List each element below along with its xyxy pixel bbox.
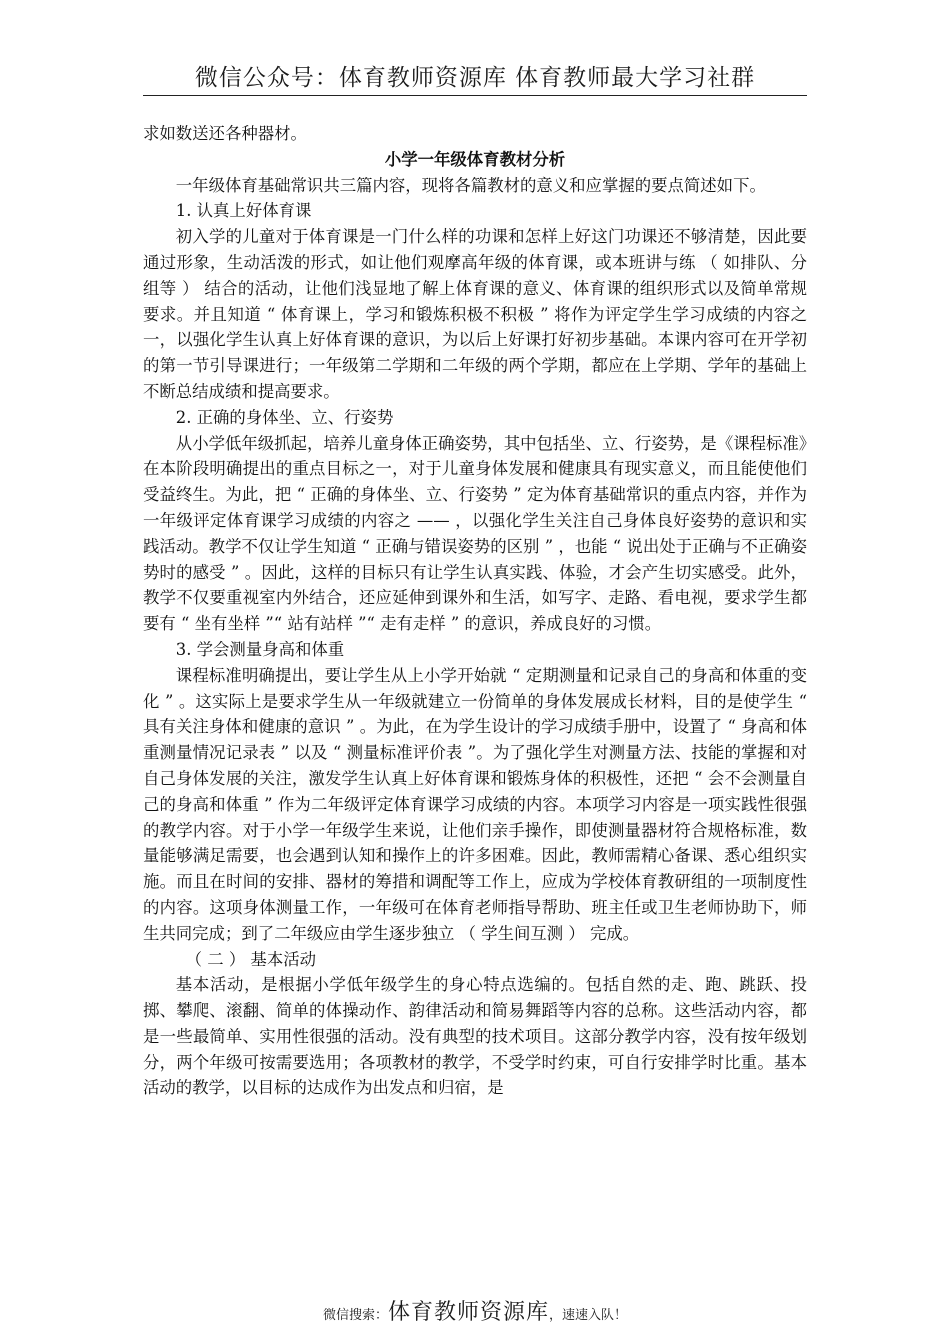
section-2-paragraph: 从小学低年级抓起，培养儿童身体正确姿势，其中包括坐、立、行姿势，是《课程标准》在本阶段明确提出的重点目标之一，对于儿童身体发展和健康具有现实意义，而且能使他们受益终生。为此，把 “ 正确的身体坐、立、行姿势 ” 定为体育基础常识的重点内容，并作为一年级评定体育课学习成绩的内容之 —— ，以强化学生关注自己身体良好姿势的意识和实践活动。教学不仅让学生知道 “ 正确与错误姿势的区别 ” ，也能 “ 说出处于正确与不正确姿势时的感受 ” 。因此，这样的目标只有让学生认真实践、体验，才会产生切实感受。此外，教学不仅要重视室内外结合，还应延伸到课外和生活，如写字、走路、看电视，要求学生都要有 “ 坐有坐样 ”“ 站有站样 ”“ 走有走样 ” 的意识，养成良好的习惯。 [143, 433, 807, 634]
section-4-paragraph: 基本活动，是根据小学低年级学生的身心特点选编的。包括自然的走、跑、跳跃、投掷、攀爬、滚翻、简单的体操动作、韵律活动和简易舞蹈等内容的总称。这些活动内容，都是一些最简单、实用性很强的活动。没有典型的技术项目。这部分教学内容，没有按年级划分，两个年级可按需要选用；各项教材的教学，不受学时约束，可自行安排学时比重。基本活动的教学，以目标的达成作为出发点和归宿，是 [143, 975, 807, 1098]
lead-line: 求如数送还各种器材。 [143, 124, 307, 143]
document-title: 小学一年级体育教材分析 [384, 149, 566, 169]
footer-account-name: 体育教师资源库 [387, 1300, 549, 1325]
section-1-paragraph: 初入学的儿童对于体育课是一门什么样的功课和怎样上好这门功课还不够清楚，因此要通过形象，生动活泼的形式，如让他们观摩高年级的体育课，或本班讲与练 （ 如排队、分组等 ） 结合的活动，让他们浅显地了解上体育课的意义、体育课的组织形式以及简单常规要求。并且知道 “ 体育课上，学习和锻炼积极不积极 ” 将作为评定学生学习成绩的内容之一，以强化学生认真上好体育课的意识，为以后上好课打好初步基础。本课内容可在开学初的第一节引导课进行；一年级第二学期和二年级的两个学期，都应在上学期、学年的基础上不断总结成绩和提高要求。 [143, 227, 807, 401]
section-4-heading: （ 二 ） 基本活动 [185, 949, 316, 969]
document-body [143, 121, 807, 1101]
footer-prefix: 微信搜索： [322, 1308, 388, 1323]
header-divider [143, 95, 807, 96]
page-header: 微信公众号：体育教师资源库 体育教师最大学习社群 [194, 65, 756, 91]
footer-suffix: ，速速入队！ [549, 1308, 628, 1323]
page-footer [0, 1296, 950, 1333]
section-3-paragraph: 课程标准明确提出，要让学生从上小学开始就 “ 定期测量和记录自己的身高和体重的变化 ” 。这实际上是要求学生从一年级就建立一份简单的身体发展成长材料，目的是使学生 “ 具有关注身体和健康的意识 ” 。为此，在为学生设计的学习成绩手册中，设置了 “ 身高和体重测量情况记录表 ” 以及 “ 测量标准评价表 ”。为了强化学生对测量方法、技能的掌握和对自己身体发展的关注，激发学生认真上好体育课和锻炼身体的积极性，还把 “ 会不会测量自己的身高和体重 ” 作为二年级评定体育课学习成绩的内容。本项学习内容是一项实践性很强的教学内容。对于小学一年级学生来说，让他们亲手操作，即使测量器材符合规格标准，数量能够满足需要，也会遇到认知和操作上的许多困难。因此，教师需精心备课、悉心组织实施。而且在时间的安排、器材的筹措和调配等工作上，应成为学校体育教研组的一项制度性的内容。这项身体测量工作，一年级可在体育老师指导帮助、班主任或卫生老师协助下，师生共同完成；到了二年级应由学生逐步独立 （ 学生间互测 ） 完成。 [143, 665, 807, 943]
section-3-heading: 3. 学会测量身高和体重 [175, 639, 345, 659]
section-1-heading: 1. 认真上好体育课 [175, 201, 312, 221]
section-2-heading: 2. 正确的身体坐、立、行姿势 [175, 407, 394, 427]
intro-paragraph: 一年级体育基础常识共三篇内容，现将各篇教材的意义和应掌握的要点简述如下。 [175, 175, 766, 195]
